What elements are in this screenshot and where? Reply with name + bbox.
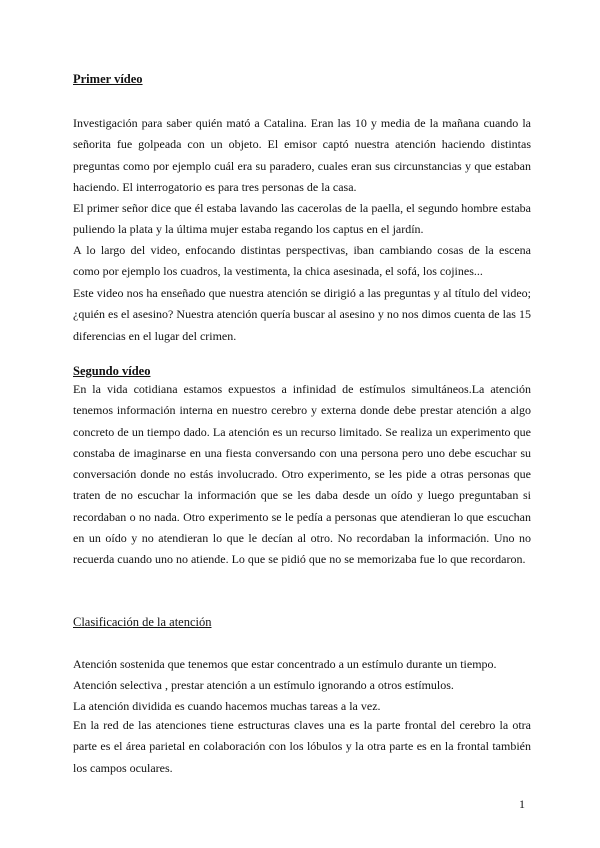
- paragraph-primer-4: Este video nos ha enseñado que nuestra atención se dirigió a las preguntas y al título del video; ¿quién es el asesino? Nuestra atención quería buscar al asesino y no nos dimos cuenta de las 15 diferencias en el lugar del crimen.: [73, 286, 531, 343]
- line-atencion-sostenida: Atención sostenida que tenemos que estar concentrado a un estímulo durante un tiempo.: [73, 657, 497, 671]
- heading-primer-video: Primer vídeo: [73, 72, 143, 86]
- paragraph-primer-1: Investigación para saber quién mató a Catalina. Eran las 10 y media de la mañana cuando la señorita fue golpeada con un objeto. El emisor captó nuestra atención haciendo distintas preguntas como por ejemplo cuál era su paradero, cuales eran sus circunstancias y que estaban haciendo. El interrogatorio es para tres personas de la casa.: [73, 116, 531, 194]
- page-number: 1: [519, 797, 525, 811]
- heading-segundo-video: Segundo vídeo: [73, 364, 151, 378]
- line-atencion-selectiva: Atención selectiva , prestar atención a un estímulo ignorando a otros estímulos.: [73, 678, 454, 692]
- paragraph-red-atenciones: En la red de las atenciones tiene estructuras claves una es la parte frontal del cerebro la otra parte es el área parietal en colaboración con los lóbulos y la otra parte es en la frontal también los campos oculares.: [73, 718, 531, 775]
- paragraph-primer-2: El primer señor dice que él estaba lavando las cacerolas de la paella, el segundo hombre estaba puliendo la plata y la última mujer estaba regando los captus en el jardín.: [73, 201, 531, 237]
- heading-clasificacion-atencion: Clasificación de la atención: [73, 615, 212, 629]
- line-atencion-dividida: La atención dividida es cuando hacemos muchas tareas a la vez.: [73, 699, 381, 713]
- paragraph-primer-3: A lo largo del video, enfocando distintas perspectivas, iban cambiando cosas de la escena como por ejemplo los cuadros, la vestimenta, la chica asesinada, el sofá, los cojines...: [73, 243, 531, 279]
- paragraph-segundo-1: En la vida cotidiana estamos expuestos a infinidad de estímulos simultáneos.La atención tenemos información interna en nuestro cerebro y externa donde debe prestar atención a algo concreto de un tiempo dado. La atención es un recurso limitado. Se realiza un experimento que constaba de imaginarse en una fiesta conversando con una persona pero uno debe escuchar su conversación donde no estás involucrado. Otro experimento, se les pide a otras personas que traten de no escuchar la información que se les daba desde un oído y luego preguntaban si recordaban o no nada. Otro experimento se le pedía a personas que atendieran lo que escuchan en un oído y no atendieran lo que le decían al otro. No recordaban la información. Uno no recuerda cuando uno no atiende. Lo que se pidió que no se memorizaba fue lo que recordaron.: [73, 382, 531, 567]
